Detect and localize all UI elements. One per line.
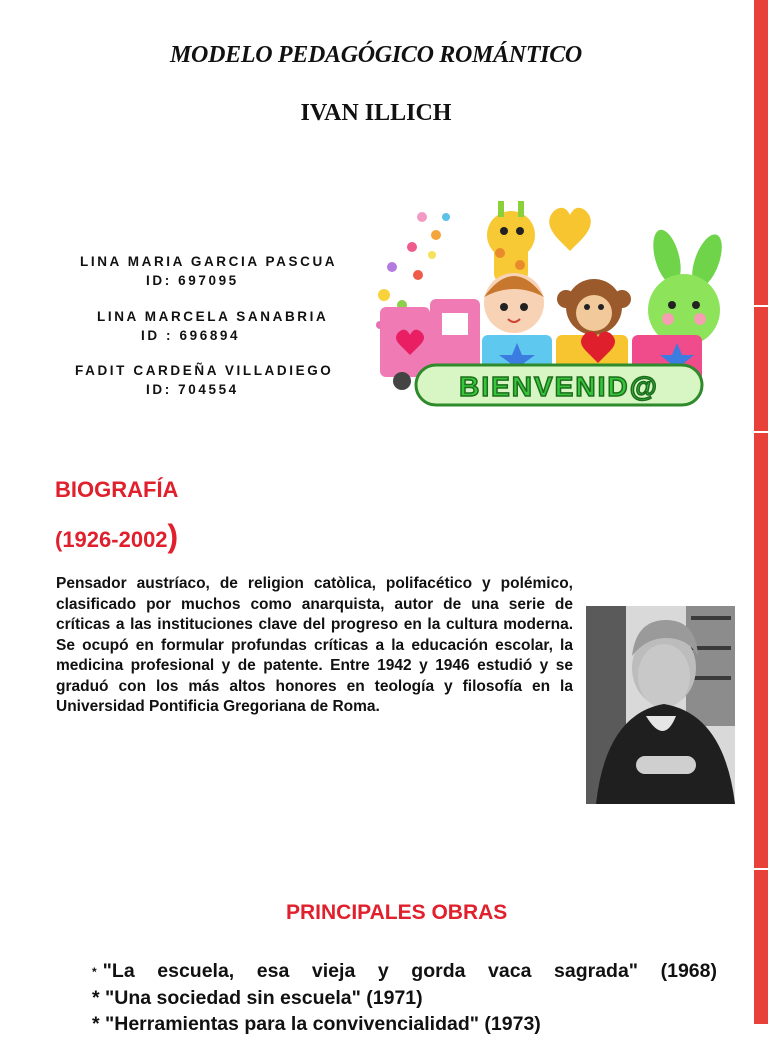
biography-years-paren: ) bbox=[167, 518, 179, 554]
biography-text: Pensador austríaco, de religion catòlica, polifacético y polémico, clasificado por muchos como anarquista, autor de una serie de críticas a las instituciones clave del progreso en la cultura moderna. Se ocupó en formular profundas críticas a la educación escolar, la medicina profesional y de patente. Entre 1942 y 1946 estudió y se graduó con los más altos honores en teología y filosofía en la Universidad Pontificia Gregoriana de Roma. bbox=[56, 575, 573, 715]
girl bbox=[484, 273, 544, 333]
page-subtitle: IVAN ILLICH bbox=[300, 100, 452, 126]
biography-years-text: (1926-2002 bbox=[55, 527, 168, 552]
welcome-banner-illustration bbox=[372, 195, 740, 413]
author-id-3: ID: 704554 bbox=[146, 382, 239, 397]
portrait-photo bbox=[586, 606, 735, 804]
works-item-2: * "Una sociedad sin escuela" (1971) bbox=[92, 986, 423, 1009]
accent-bar-mid bbox=[754, 307, 768, 431]
works-first-bullet: * bbox=[92, 964, 97, 979]
monkey bbox=[557, 279, 631, 335]
biography-heading: BIOGRAFÍA bbox=[55, 477, 179, 502]
works-list bbox=[92, 958, 717, 1037]
works-heading: PRINCIPALES OBRAS bbox=[286, 901, 508, 924]
author-id-1: ID: 697095 bbox=[146, 273, 239, 288]
author-name-3: FADIT CARDEÑA VILLADIEGO bbox=[75, 363, 334, 378]
works-item-1 bbox=[92, 958, 717, 985]
accent-bar-bottom bbox=[754, 870, 768, 1024]
accent-bar-low bbox=[754, 433, 768, 868]
biography-years bbox=[55, 518, 178, 555]
page-title: MODELO PEDAGÓGICO ROMÁNTICO bbox=[170, 42, 582, 68]
giraffe bbox=[487, 201, 535, 285]
accent-bar-top bbox=[754, 0, 768, 305]
author-name-1: LINA MARIA GARCIA PASCUA bbox=[80, 254, 338, 269]
author-id-2: ID : 696894 bbox=[141, 328, 241, 343]
bunny bbox=[648, 227, 728, 346]
works-item-1-text: "La escuela, esa vieja y gorda vaca sagrada" (1968) bbox=[102, 960, 717, 982]
welcome-banner-text: BIENVENID@ bbox=[459, 371, 659, 402]
author-name-2: LINA MARCELA SANABRIA bbox=[97, 309, 329, 324]
works-item-3: * "Herramientas para la convivencialidad" (1973) bbox=[92, 1012, 541, 1035]
heart-balloon bbox=[549, 208, 591, 251]
